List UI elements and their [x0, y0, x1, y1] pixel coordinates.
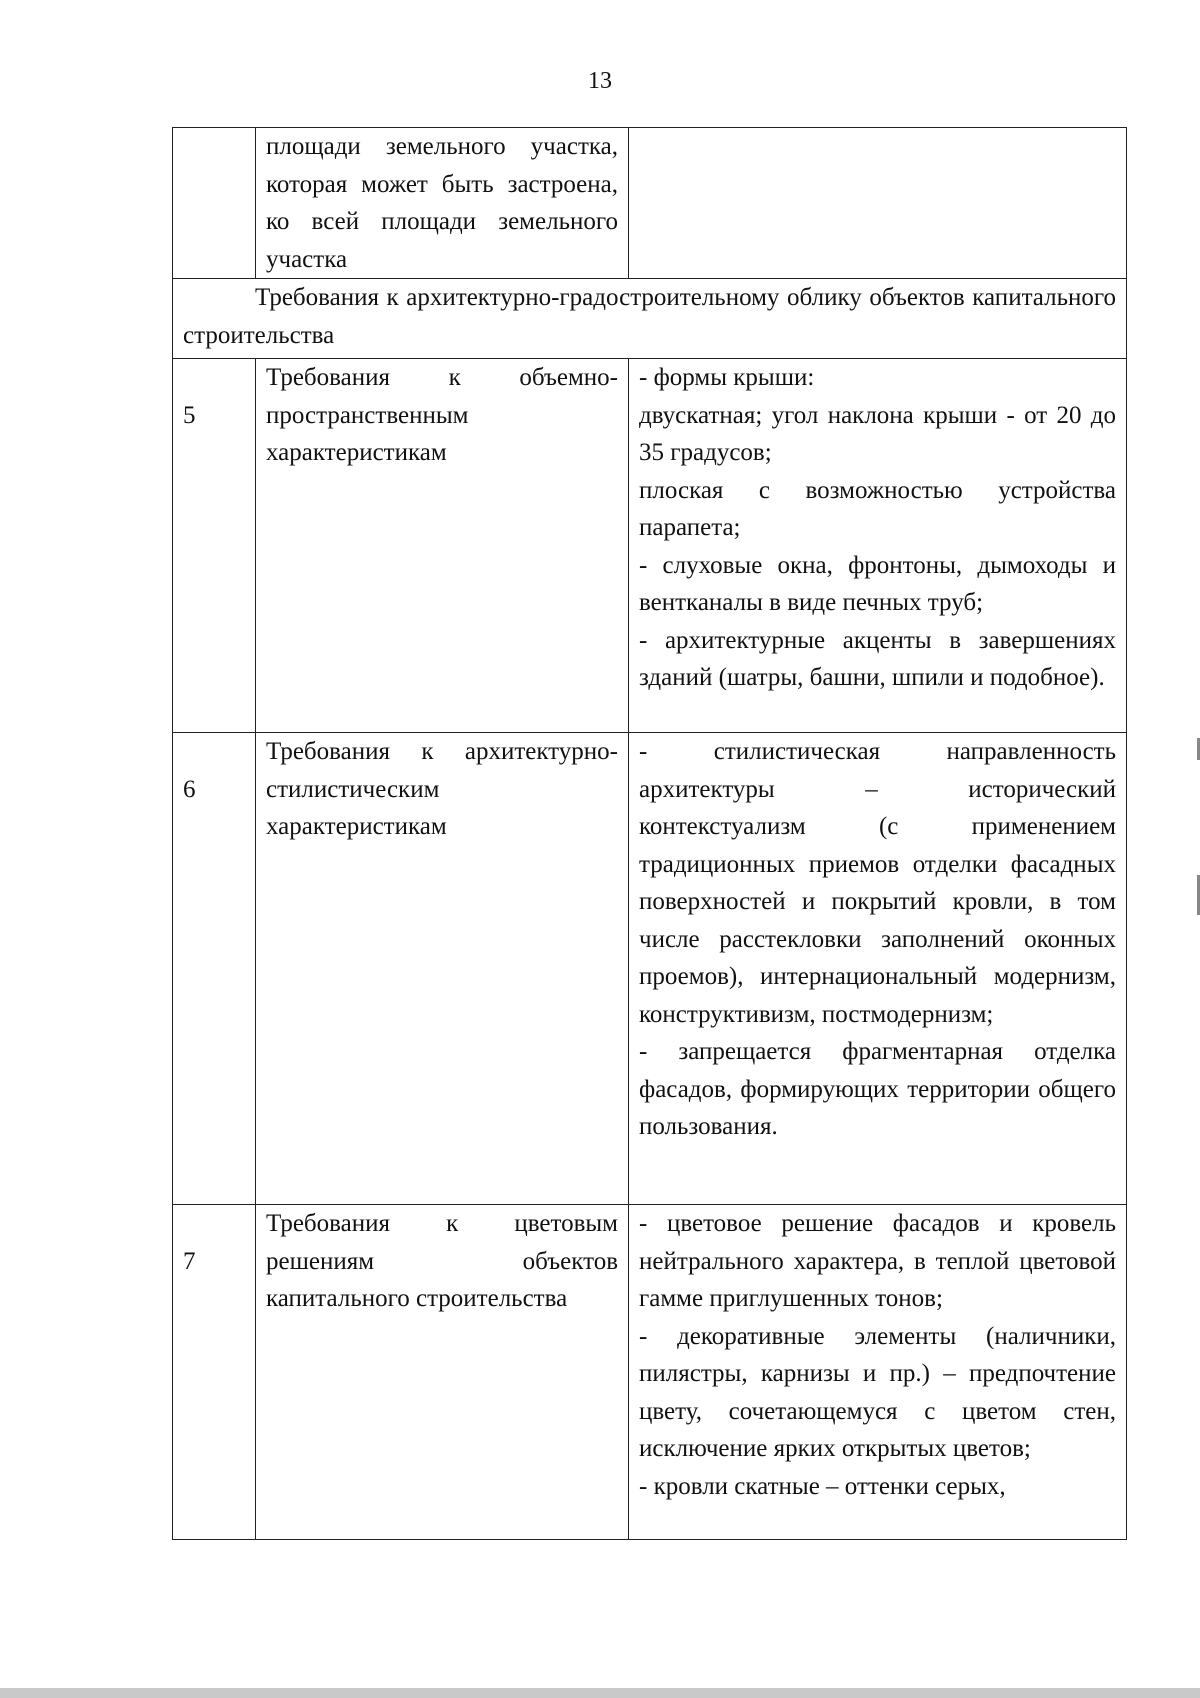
value-line: - формы крыши: — [639, 364, 815, 391]
row-number-cell — [173, 128, 256, 279]
row-value-cell — [629, 1205, 1127, 1540]
value-line: - кровли скатные – оттенки серых, — [639, 1472, 1006, 1500]
value-line: плоская с возможностью устройства парапета; — [639, 476, 1116, 541]
row-number-cell: 7 — [173, 1205, 256, 1540]
value-line: - архитектурные акценты в завершениях зданий (шатры, башни, шпили и подобное). — [639, 626, 1116, 691]
row-name-cell: Требования к архитектурно-стилистическим характеристикам — [256, 733, 629, 1205]
value-line: - слуховые окна, фронтоны, дымоходы и вентканалы в виде печных труб; — [639, 551, 1116, 616]
value-line: - запрещается фрагментарная отделка фасадов, формирующих территории общего пользования. — [639, 1038, 1116, 1140]
value-line: - стилистическая направленность архитектуры – исторический контекстуализм (с применением традиционных приемов отделки фасадных поверхностей и покрытий кровли, в том числе расстекловки заполнений оконных проемов), интернациональный модернизм, конструктивизм, постмодернизм; — [639, 738, 1116, 1028]
section-title: Требования к архитектурно-градостроительному облику объектов капитального строительства — [173, 279, 1127, 359]
row-value-cell — [629, 733, 1127, 1205]
row-value-cell — [629, 128, 1127, 279]
value-line: - декоративные элементы (наличники, пилястры, карнизы и пр.) – предпочтение цвету, сочетающемуся с цветом стен, исключение ярких открытых цветов; — [639, 1322, 1116, 1462]
row-number-cell: 5 — [173, 359, 256, 733]
requirements-table — [172, 127, 1127, 1540]
value-line: двускатная; угол наклона крыши - от 20 до 35 градусов; — [639, 401, 1116, 466]
table-row — [173, 1205, 1127, 1540]
table-row — [173, 733, 1127, 1205]
row-name-cell: площади земельного участка, которая может быть застроена, ко всей площади земельного участка — [256, 128, 629, 279]
row-value-cell — [629, 359, 1127, 733]
table-row — [173, 128, 1127, 279]
row-number-cell: 6 — [173, 733, 256, 1205]
page-number: 13 — [588, 68, 612, 94]
row-name-cell: Требования к цветовым решениям объектов капитального строительства — [256, 1205, 629, 1540]
table-row — [173, 359, 1127, 733]
scan-bottom-edge — [0, 1688, 1200, 1698]
section-title-row — [173, 279, 1127, 359]
value-line: - цветовое решение фасадов и кровель нейтрального характера, в теплой цветовой гамме приглушенных тонов; — [639, 1210, 1116, 1312]
row-name-cell: Требования к объемно-пространственным характеристикам — [256, 359, 629, 733]
